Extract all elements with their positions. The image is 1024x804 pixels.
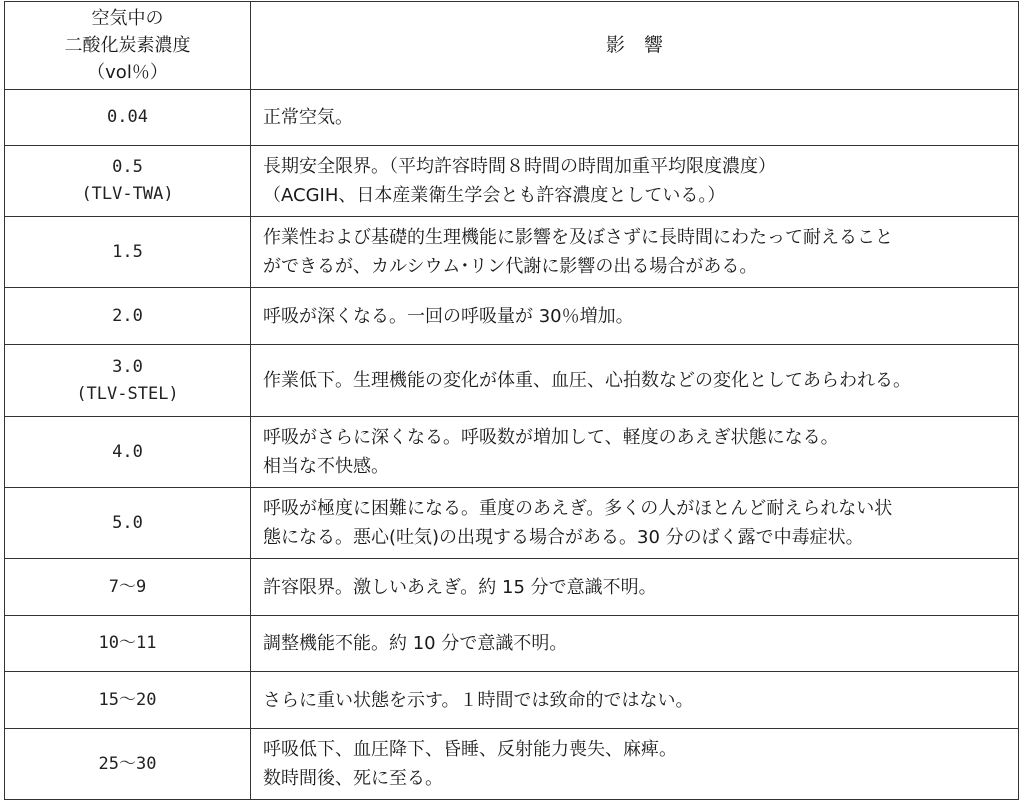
concentration-cell: [5, 672, 251, 729]
effect-cell: [251, 616, 1019, 672]
effect-text: 調整機能不能。約 10 分で意識不明。: [263, 633, 568, 654]
effect-text: 作業低下。生理機能の変化が体重、血圧、心拍数などの変化としてあらわれる。: [263, 370, 911, 391]
concentration-cell: [5, 488, 251, 559]
concentration-note: (TLV-TWA): [81, 184, 174, 204]
concentration-value: 0.04: [107, 107, 148, 127]
concentration-value: 5.0: [112, 512, 143, 533]
effect-text: 呼吸低下、血圧降下、昏睡、反射能力喪失、麻痺。: [263, 739, 677, 760]
effect-cell: [251, 729, 1019, 800]
table-row: [5, 616, 1019, 672]
concentration-value: 1.5: [112, 241, 143, 262]
effect-cell: [251, 672, 1019, 729]
table-row: [5, 217, 1019, 288]
concentration-header-line: 二酸化炭素濃度: [64, 35, 191, 56]
table-row: [5, 488, 1019, 559]
effect-text: 相当な不快感。: [263, 456, 389, 477]
table-row: [5, 345, 1019, 417]
concentration-cell: [5, 345, 251, 417]
effect-text: 呼吸がさらに深くなる。呼吸数が増加して、軽度のあえぎ状態になる。: [263, 427, 839, 448]
concentration-header-line: 空気中の: [91, 8, 164, 29]
concentration-cell: [5, 90, 251, 146]
effect-header: 影 響: [251, 2, 1019, 90]
effect-cell: [251, 345, 1019, 417]
table-row: [5, 288, 1019, 345]
table-row: [5, 672, 1019, 729]
concentration-value: 0.5: [112, 157, 143, 177]
effect-text: 許容限界。激しいあえぎ。約 15 分で意識不明。: [263, 576, 657, 598]
effect-text: 正常空気。: [263, 107, 353, 128]
effect-text: 呼吸が深くなる。一回の呼吸量が 30％増加。: [263, 305, 634, 327]
co2-effects-table: [4, 1, 1019, 800]
concentration-cell: [5, 146, 251, 217]
concentration-value: 15～20: [98, 689, 157, 710]
concentration-cell: [5, 616, 251, 672]
effect-cell: [251, 488, 1019, 559]
concentration-value: 2.0: [112, 305, 143, 326]
concentration-header-line: （vol％）: [87, 62, 168, 83]
effect-cell: [251, 288, 1019, 345]
concentration-cell: [5, 288, 251, 345]
effect-text: 態になる。悪心(吐気)の出現する場合がある。30 分のばく露で中毒症状。: [263, 527, 864, 548]
table-row: [5, 146, 1019, 217]
concentration-value: 25～30: [98, 753, 157, 774]
effect-text: 長期安全限界。（平均許容時間８時間の時間加重平均限度濃度）: [263, 156, 776, 177]
table-row: [5, 417, 1019, 488]
effect-cell: [251, 559, 1019, 616]
effect-text: ができるが、カルシウム･リン代謝に影響の出る場合がある。: [263, 256, 758, 277]
concentration-cell: [5, 559, 251, 616]
effect-text: （ACGIH、日本産業衛生学会とも許容濃度としている。）: [263, 185, 726, 206]
concentration-value: 7～9: [108, 576, 147, 597]
table-row: [5, 559, 1019, 616]
header-row: [5, 2, 1019, 90]
concentration-cell: [5, 417, 251, 488]
concentration-value: 4.0: [112, 441, 143, 462]
effect-text: 作業性および基礎的生理機能に影響を及ぼさずに長時間にわたって耐えること: [263, 227, 893, 248]
effect-cell: [251, 90, 1019, 146]
effect-text: さらに重い状態を示す。１時間では致命的ではない。: [263, 689, 694, 711]
effect-cell: [251, 417, 1019, 488]
table-row: [5, 729, 1019, 800]
concentration-cell: [5, 217, 251, 288]
effect-text: 呼吸が極度に困難になる。重度のあえぎ。多くの人がほとんど耐えられない状: [263, 498, 893, 519]
effect-text: 数時間後、死に至る。: [263, 768, 443, 789]
concentration-cell: [5, 729, 251, 800]
concentration-value: 10～11: [98, 633, 157, 653]
table-row: [5, 90, 1019, 146]
effect-cell: [251, 146, 1019, 217]
effect-cell: [251, 217, 1019, 288]
concentration-header: [5, 2, 251, 90]
concentration-note: (TLV-STEL): [76, 383, 179, 404]
concentration-value: 3.0: [112, 356, 143, 377]
